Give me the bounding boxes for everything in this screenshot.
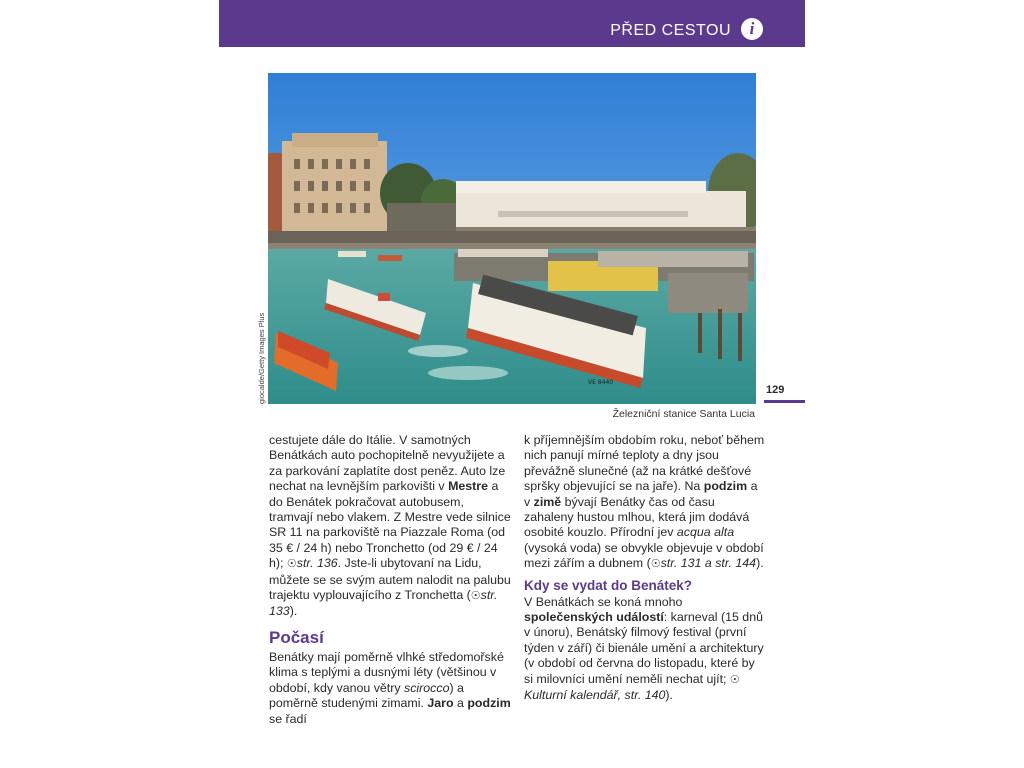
heading-weather: Počasí xyxy=(269,627,324,647)
info-icon: i xyxy=(741,18,763,40)
page-reference-icon: ☉ xyxy=(286,558,297,571)
bold-term: společenských událostí xyxy=(524,610,664,625)
boat-tag: VE 8440 xyxy=(588,379,614,386)
santa-lucia-photo xyxy=(268,73,756,404)
page-reference: Kulturní kalendář, str. 140 xyxy=(524,688,666,703)
bold-term: podzim xyxy=(467,696,511,711)
bold-term: zimě xyxy=(533,494,562,509)
page-number-bar xyxy=(764,400,805,403)
left-paragraph-1: cestujete dále do Itálie. V samotných Benátkách auto pochopitelně nevyužijete a za parkování zaplatíte dost peněz. Auto lze nechat na levnějším parkovišti v Mestre a do Benátek pokračovat autobusem, tramvají nebo vlakem. Z Mestre vede silnice SR 11 na parkoviště na Piazzale Roma (od 35 € / 24 h) nebo Tronchetto (od 29 € / 24 h); ☉str. 136. Jste-li ubytovaní na Lidu, můžete se se svým autem nalodit na palubu trajektu vyplouvajícího z Tronchetta (☉str. 133). xyxy=(269,433,511,619)
page-reference-icon: ☉ xyxy=(470,590,481,603)
page-reference: str. 131 a str. 144 xyxy=(660,556,757,571)
bold-term: Mestre xyxy=(448,479,489,494)
book-page xyxy=(219,0,805,768)
left-column xyxy=(269,433,511,727)
header-bar xyxy=(219,0,805,47)
heading-when-to-go: Kdy se vydat do Benátek? xyxy=(524,577,693,593)
bold-term: Jaro xyxy=(427,696,454,711)
right-paragraph-1: k příjemnějším obdobím roku, neboť během nich panují mírné teploty a dny jsou převážně slunečné (až na krátké dešťové spršky objevující se na jaře). Na podzim a v zimě bývají Benátky čas od času zahaleny hustou mlhou, která jim dodává osobité kouzlo. Přírodní jev acqua alta (vysoká voda) se obvykle objevuje v období mezi zářím a dubnem (☉str. 131 a str. 144). xyxy=(524,433,766,573)
photo-credit: giocalde/Getty Images Plus xyxy=(257,312,266,404)
section-title: PŘED CESTOU xyxy=(610,22,731,39)
page-reference-icon: ☉ xyxy=(729,673,740,686)
page-reference-icon: ☉ xyxy=(650,558,661,571)
right-paragraph-2: V Benátkách se koná mnoho společenských událostí: karneval (15 dnů v únoru), Benátský filmový festival (první týden v září) či bienále umění a architektury (v období od června do listopadu, které by si milovníci umění neměli nechat ujít; ☉Kulturní kalendář, str. 140). xyxy=(524,594,764,703)
italic-term: scirocco xyxy=(404,680,450,695)
bold-term: podzim xyxy=(703,479,748,494)
photo-illustration xyxy=(268,73,756,404)
left-paragraph-2: Benátky mají poměrně vlhké středomořské klima s teplými a dusnými léty (většinou v období, kdy vanou větry scirocco) a poměrně studenými zimami. Jaro a podzim se řadí xyxy=(269,649,511,726)
page-reference: str. 133 xyxy=(269,588,498,619)
photo-caption: Železniční stanice Santa Lucia xyxy=(612,408,755,420)
italic-term: acqua alta xyxy=(676,525,735,540)
page-reference: str. 136 xyxy=(296,556,338,571)
right-column xyxy=(524,433,766,704)
page-number: 129 xyxy=(766,384,785,396)
